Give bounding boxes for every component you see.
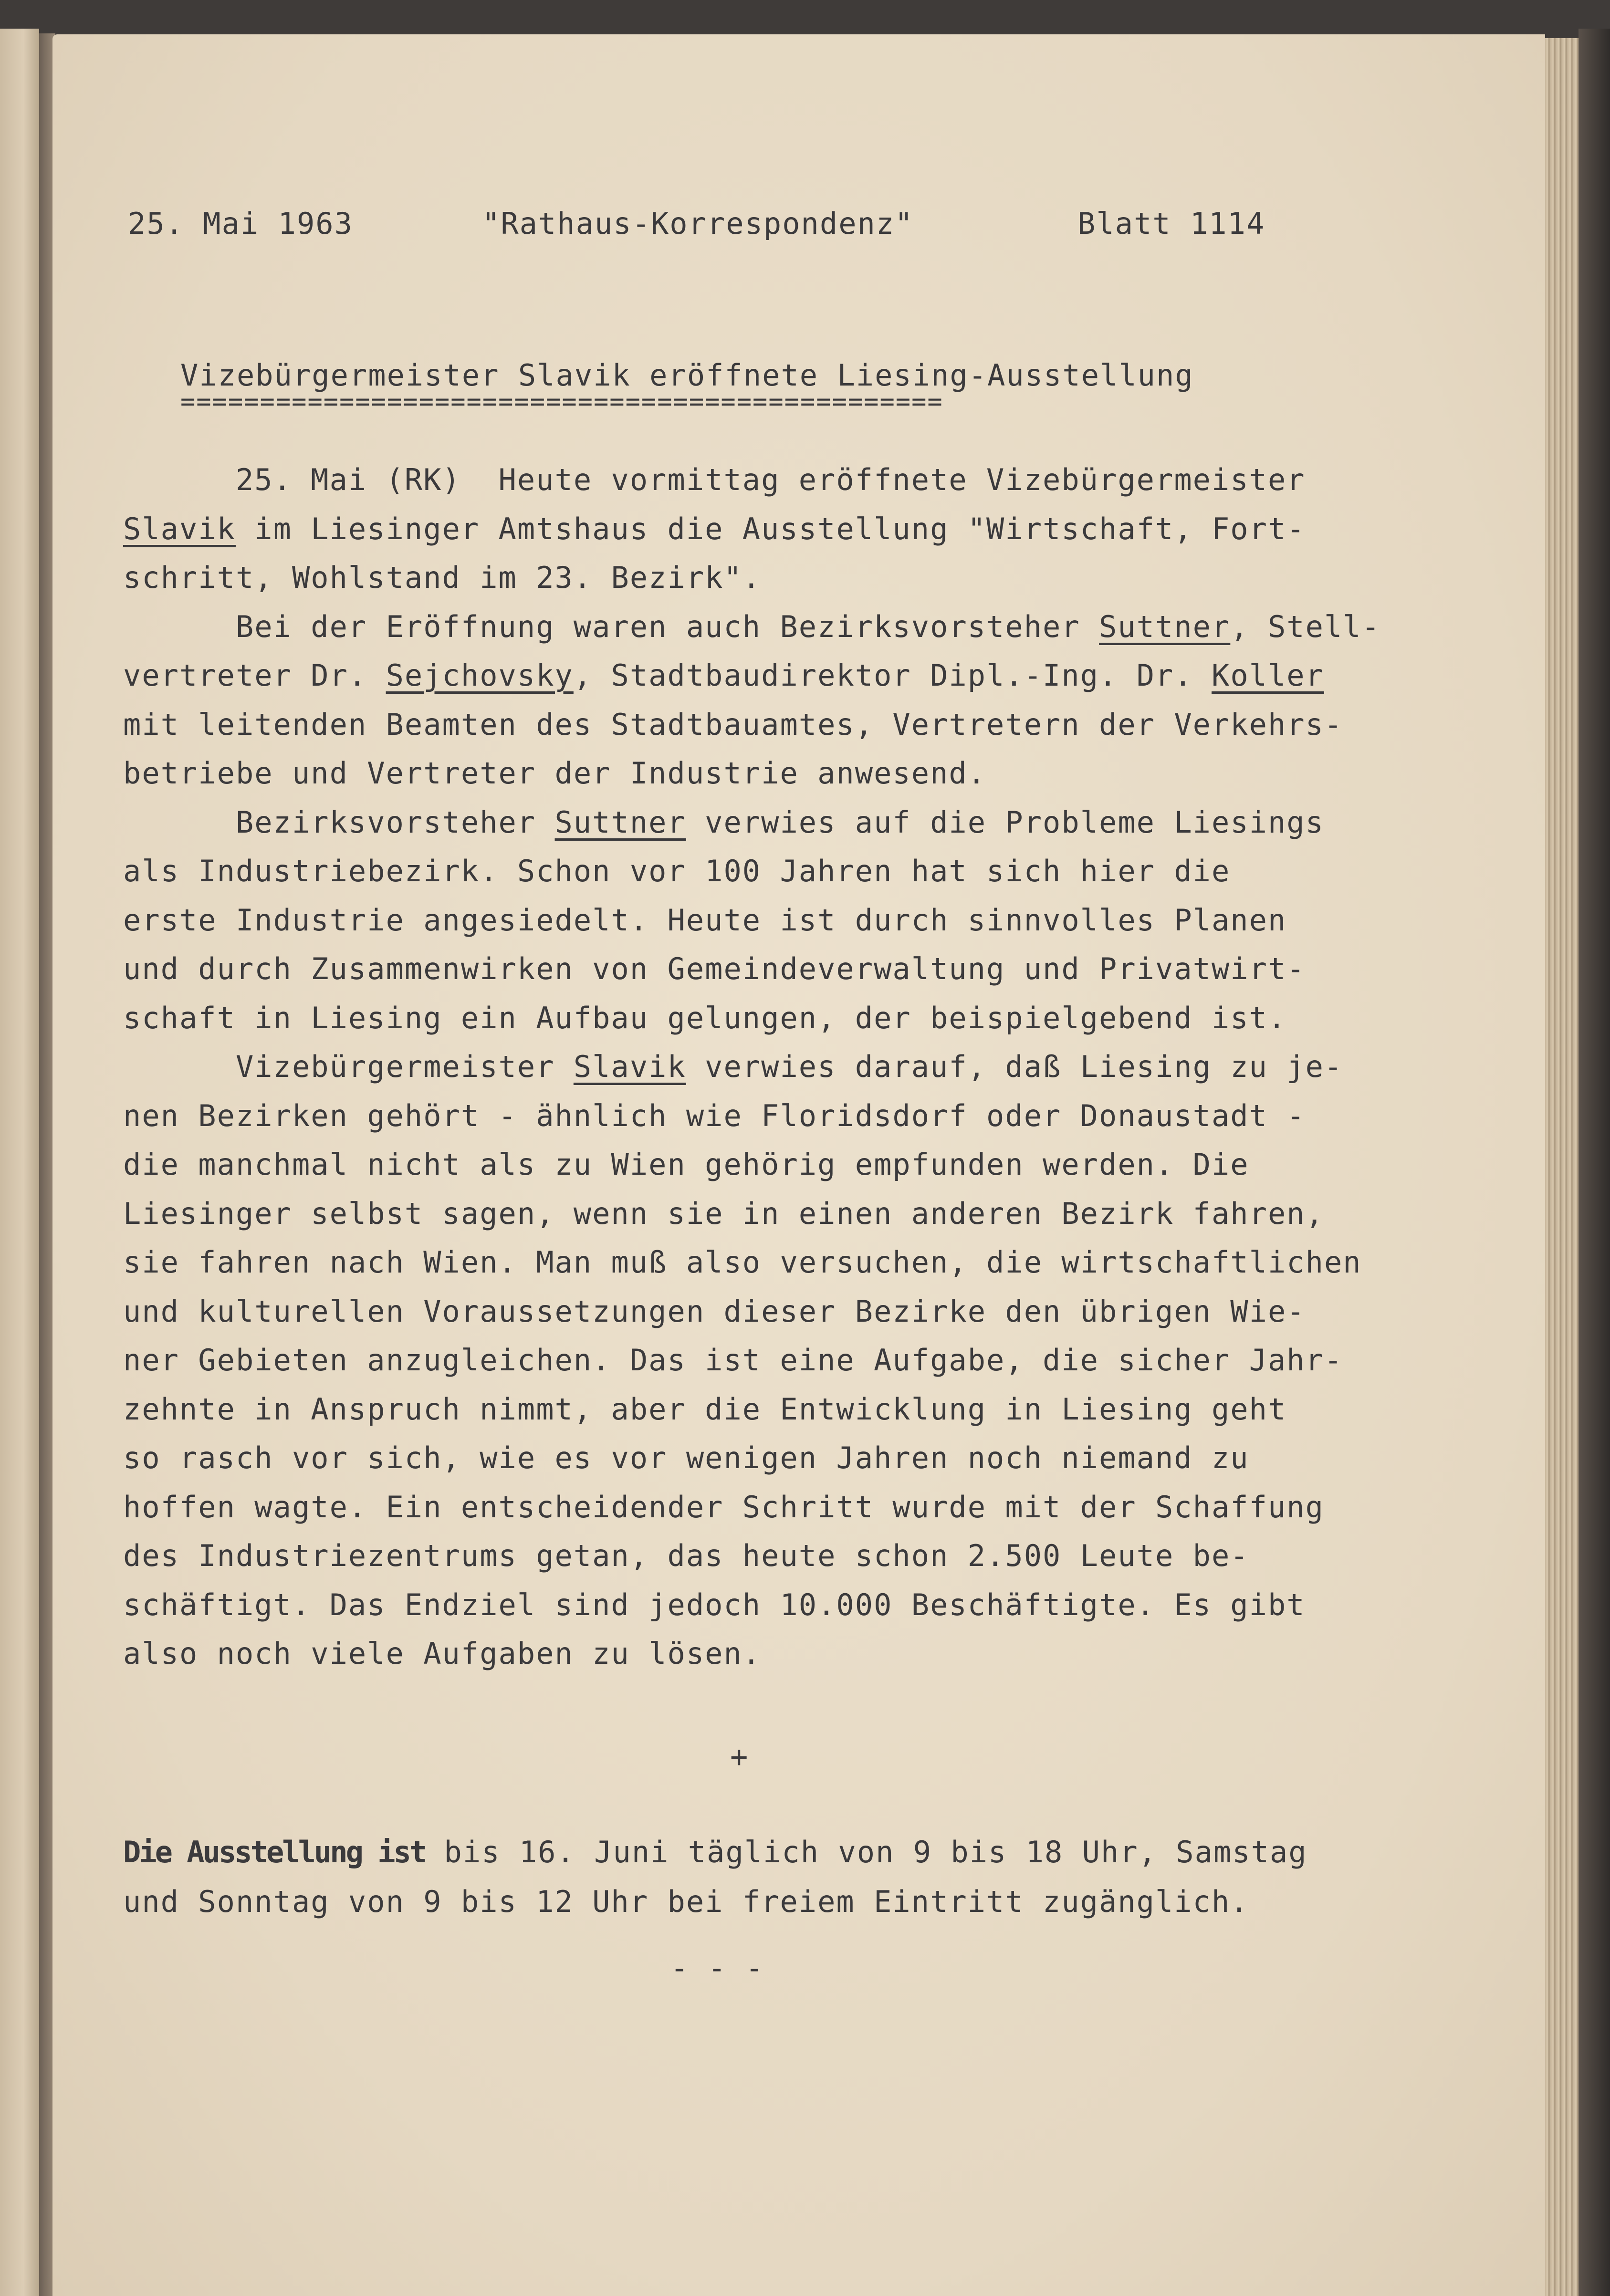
paragraph-3-line: schaft in Liesing ein Aufbau gelungen, der beispielgebend ist. xyxy=(123,1000,1287,1035)
text-run: Vizebürgermeister xyxy=(123,1049,574,1084)
headline-underline-rule: ================================================ xyxy=(180,387,943,416)
name-underlined: Slavik xyxy=(573,1049,686,1084)
text-run: , Stadtbaudirektor Dipl.-Ing. Dr. xyxy=(573,658,1212,693)
paragraph-4-line: des Industriezentrums getan, das heute schon 2.500 Leute be- xyxy=(123,1538,1249,1573)
name-underlined: Koller xyxy=(1212,658,1324,693)
paragraph-4-line: so rasch vor sich, wie es vor wenigen Jahren noch niemand zu xyxy=(123,1440,1249,1475)
paragraph-2-line xyxy=(123,603,1459,652)
paragraph-3-line: und durch Zusammenwirken von Gemeindeverwaltung und Privatwirt- xyxy=(123,951,1306,986)
name-underlined: Suttner xyxy=(554,804,686,840)
paragraph-4-line: Liesinger selbst sagen, wenn sie in einen anderen Bezirk fahren, xyxy=(123,1196,1324,1231)
paragraph-3-line: als Industriebezirk. Schon vor 100 Jahren hat sich hier die xyxy=(123,854,1231,888)
stamped-text: Die Ausstellung ist xyxy=(123,1835,426,1869)
paragraph-4-line: also noch viele Aufgaben zu lösen. xyxy=(123,1636,762,1671)
paragraph-4-line: die manchmal nicht als zu Wien gehörig empfunden werden. Die xyxy=(123,1147,1249,1182)
paragraph-1-line: 25. Mai (RK) Heute vormittag eröffnete Vizebürgermeister xyxy=(123,462,1306,497)
section-separator: + xyxy=(730,1739,749,1774)
name-underlined: Sejchovsky xyxy=(386,658,574,693)
name-underlined: Slavik xyxy=(123,511,236,546)
paragraph-4-line xyxy=(123,1043,1459,1092)
end-mark: - - - xyxy=(670,1951,764,1985)
text-run: verwies auf die Probleme Liesings xyxy=(686,804,1324,840)
page-stack-shadow xyxy=(1579,29,1610,2296)
paragraph-2-line: betriebe und Vertreter der Industrie anwesend. xyxy=(123,756,987,791)
page-header xyxy=(128,206,1283,244)
header-sheet-number: Blatt 1114 xyxy=(1077,206,1265,241)
article-headline: Vizebürgermeister Slavik eröffnete Liesing-Ausstellung xyxy=(180,358,1194,393)
text-run: Bei der Eröffnung waren auch Bezirksvorsteher xyxy=(123,609,1099,644)
paragraph-2-line xyxy=(123,651,1459,700)
paragraph-4-line: ner Gebieten anzugleichen. Das ist eine Aufgabe, die sicher Jahr- xyxy=(123,1343,1343,1378)
paragraph-4-line: schäftigt. Das Endziel sind jedoch 10.000 Beschäftigte. Es gibt xyxy=(123,1587,1306,1622)
paragraph-4-line: zehnte in Anspruch nimmt, aber die Entwicklung in Liesing geht xyxy=(123,1391,1287,1427)
text-run: Bezirksvorsteher xyxy=(123,804,555,840)
page-stack-edges xyxy=(1545,38,1579,2296)
exhibition-note-line xyxy=(123,1827,1459,1877)
paragraph-4-line: sie fahren nach Wien. Man muß also versuchen, die wirtschaftlichen xyxy=(123,1245,1362,1280)
text-run: vertreter Dr. xyxy=(123,658,386,693)
paragraph-3-line: erste Industrie angesiedelt. Heute ist durch sinnvolles Planen xyxy=(123,902,1287,938)
exhibition-note xyxy=(123,1827,1459,1927)
paragraph-3-line xyxy=(123,798,1459,847)
paragraph-1-line xyxy=(123,505,1459,554)
name-underlined: Suttner xyxy=(1099,609,1231,644)
text-run: , Stell- xyxy=(1230,609,1380,644)
text-run: im Liesinger Amtshaus die Ausstellung "Wirtschaft, Fort- xyxy=(235,511,1306,546)
header-date: 25. Mai 1963 xyxy=(128,206,353,241)
paragraph-2-line: mit leitenden Beamten des Stadtbauamtes, Vertretern der Verkehrs- xyxy=(123,707,1343,742)
exhibition-note-line: und Sonntag von 9 bis 12 Uhr bei freiem Eintritt zugänglich. xyxy=(123,1884,1249,1919)
previous-page-edge xyxy=(0,29,39,2296)
paragraph-4-line: und kulturellen Voraussetzungen dieser Bezirke den übrigen Wie- xyxy=(123,1294,1306,1329)
text-run: verwies darauf, daß Liesing zu je- xyxy=(686,1049,1343,1084)
paragraph-1-line: schritt, Wohlstand im 23. Bezirk". xyxy=(123,560,762,595)
article-body xyxy=(123,456,1459,1679)
paragraph-4-line: nen Bezirken gehört - ähnlich wie Floridsdorf oder Donaustadt - xyxy=(123,1098,1306,1133)
paragraph-4-line: hoffen wagte. Ein entscheidender Schritt wurde mit der Schaffung xyxy=(123,1489,1324,1524)
text-run: bis 16. Juni täglich von 9 bis 18 Uhr, Samstag xyxy=(425,1835,1307,1869)
header-publication: "Rathaus-Korrespondenz" xyxy=(482,206,914,241)
